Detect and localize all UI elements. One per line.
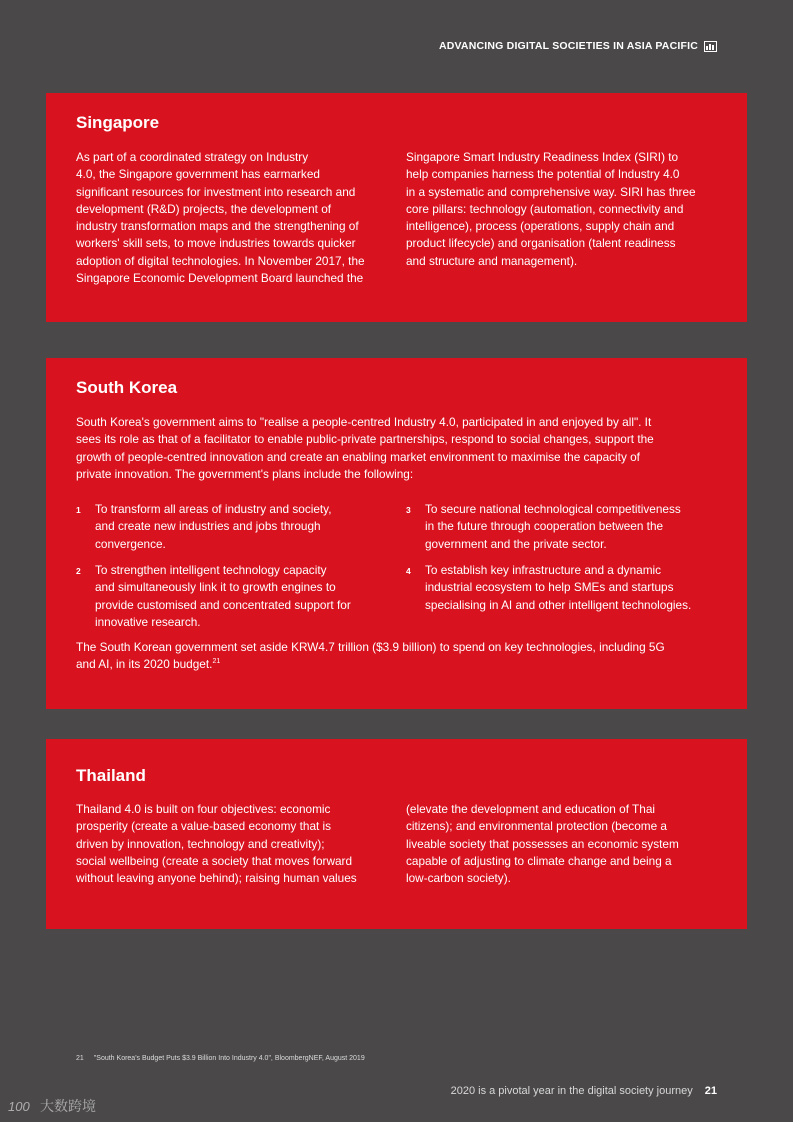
text-line: 4.0, the Singapore government has earmarked: [76, 167, 320, 182]
text-line: and simultaneously link it to growth engines to: [95, 580, 336, 595]
south-korea-card: [46, 358, 747, 709]
text-line: Singapore Smart Industry Readiness Index (SIRI) to: [406, 150, 679, 164]
text-line: The South Korean government set aside KRW4.7 trillion ($3.9 billion) to spend on key technologies, including 5G: [76, 640, 665, 654]
text-line: workers' skill sets, to move industries towards quicker: [76, 236, 356, 251]
thailand-title: Thailand: [76, 766, 146, 785]
text-line: private innovation. The government's plans include the following:: [76, 466, 414, 481]
text-line: development (R&D) projects, the development of: [76, 201, 332, 216]
text-line: citizens); and environmental protection (become a: [406, 819, 667, 834]
text-line: in the future through cooperation between the: [425, 519, 664, 534]
thailand-left-column: [76, 801, 388, 887]
text-line: help companies harness the potential of Industry 4.0: [406, 167, 680, 182]
text-line: core pillars: technology (automation, connectivity and: [406, 201, 684, 216]
page-number: 21: [704, 1085, 717, 1097]
text-line: low-carbon society).: [406, 871, 511, 886]
header-title: ADVANCING DIGITAL SOCIETIES IN ASIA PACIFIC: [438, 40, 698, 52]
singapore-left-column: [76, 149, 388, 287]
text-line: Singapore Economic Development Board launched the: [76, 271, 364, 286]
watermark: [8, 1096, 96, 1116]
text-line: convergence.: [95, 536, 166, 551]
text-line: As part of a coordinated strategy on Industry: [76, 150, 309, 164]
list-item-text: [95, 501, 380, 553]
list-item-number: 3: [406, 505, 411, 515]
text-line: intelligence), process (operations, supply chain and: [406, 219, 675, 234]
text-line: sees its role as that of a facilitator to enable public-private partnerships, respond to social changes, support the: [76, 432, 654, 447]
south-korea-budget-text: [76, 639, 726, 674]
singapore-right-column: [406, 149, 718, 270]
text-line: capable of adjusting to climate change and being a: [406, 853, 672, 868]
text-line: Thailand 4.0 is built on four objectives: economic: [76, 802, 331, 816]
text-line: liveable society that possesses an economic system: [406, 836, 679, 851]
text-line: provide customised and concentrated support for: [95, 597, 351, 612]
list-item-number: 2: [76, 566, 81, 576]
text-line: (elevate the development and education of Thai: [406, 802, 656, 816]
watermark-logo-icon: [8, 1098, 36, 1114]
text-line: and structure and management).: [406, 253, 578, 268]
text-line: in a systematic and comprehensive way. SIRI has three: [406, 184, 696, 199]
text-segment: and AI, in its 2020 budget.: [76, 657, 213, 672]
text-line: South Korea's government aims to "realise a people-centred Industry 4.0, participated in and enjoyed by all". It: [76, 415, 652, 429]
south-korea-intro: [76, 414, 716, 483]
text-line: without leaving anyone behind); raising human values: [76, 871, 357, 886]
text-line: To strengthen intelligent technology capacity: [95, 563, 327, 577]
list-item-text: [425, 501, 710, 553]
list-item-text: [425, 562, 710, 614]
footnote-reference: 21: [212, 658, 221, 666]
footer-text: 2020 is a pivotal year in the digital society journey: [450, 1085, 693, 1097]
text-line: significant resources for investment into research and: [76, 184, 356, 199]
text-line: and create new industries and jobs through: [95, 519, 321, 534]
singapore-title: Singapore: [76, 113, 160, 132]
south-korea-title: South Korea: [76, 378, 178, 397]
book-icon: [704, 41, 717, 52]
footnote-text: "South Korea's Budget Puts $3.9 Billion Into Industry 4.0", BloombergNEF, August 2019: [93, 1055, 365, 1062]
watermark-text: 大数跨境: [40, 1098, 96, 1114]
text-line: driven by innovation, technology and creativity);: [76, 836, 325, 851]
text-line: [76, 656, 726, 673]
thailand-right-column: [406, 801, 718, 887]
text-line: industrial ecosystem to help SMEs and startups: [425, 580, 674, 595]
text-line: industry transformation maps and the strengthening of: [76, 219, 359, 234]
page-footer: [451, 1085, 717, 1097]
text-line: adoption of digital technologies. In November 2017, the: [76, 253, 365, 268]
watermark-logo-text: 100: [8, 1099, 30, 1114]
list-item-number: 4: [406, 566, 411, 576]
text-line: innovative research.: [95, 614, 201, 629]
page-header: [439, 40, 717, 52]
text-line: To establish key infrastructure and a dynamic: [425, 563, 662, 577]
footnote-number: 21: [76, 1055, 84, 1062]
list-item-text: [95, 562, 380, 631]
thailand-card: [46, 739, 747, 929]
text-line: prosperity (create a value-based economy that is: [76, 819, 332, 834]
text-line: To transform all areas of industry and society,: [95, 502, 332, 516]
singapore-card: [46, 93, 747, 322]
text-line: specialising in AI and other intelligent technologies.: [425, 597, 692, 612]
list-item-number: 1: [76, 505, 81, 515]
text-line: To secure national technological competitiveness: [425, 502, 681, 516]
text-line: government and the private sector.: [425, 536, 607, 551]
text-line: growth of people-centred innovation and create an enabling market environment to maximise the capacity of: [76, 449, 640, 464]
text-line: product lifecycle) and organisation (talent readiness: [406, 236, 676, 251]
footnote: [76, 1055, 365, 1062]
text-line: social wellbeing (create a society that moves forward: [76, 853, 353, 868]
